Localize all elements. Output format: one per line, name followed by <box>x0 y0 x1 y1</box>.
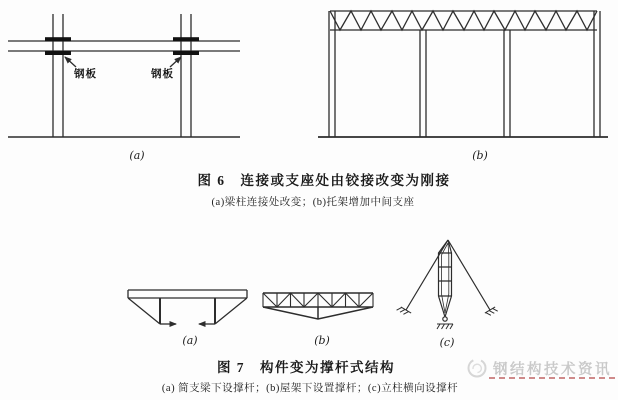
fig6b-truss-frame-diagram <box>318 11 608 137</box>
under-strut-cable <box>263 307 373 319</box>
beam-lines <box>8 41 240 51</box>
fig7c-sublabel: (c) <box>439 336 455 349</box>
watermark-logo-icon <box>466 357 488 379</box>
steel-plate-label-left: 钢板 <box>74 68 97 80</box>
figure7-caption: 图 7 构件变为撑杆式结构 <box>216 360 396 375</box>
watermark-text: 钢结构技术资讯 <box>493 361 612 378</box>
beam-lines <box>128 290 247 298</box>
fig6a-frame-diagram <box>8 14 240 137</box>
steel-plate-label-right: 钢板 <box>151 68 174 80</box>
truss-web-zigzag <box>330 11 597 30</box>
middle-columns <box>420 30 510 137</box>
watermark-underline <box>489 377 615 379</box>
fig7a-beam-strut-diagram <box>128 290 247 324</box>
steel-plate-shapes <box>45 37 199 55</box>
figure7-subcaption: (a) 简支梁下设撑杆；(b)屋架下设置撑杆；(c)立柱横向设撑杆 <box>161 383 459 394</box>
figure6-caption: 图 6 连接或支座处由铰接改变为刚接 <box>197 173 451 188</box>
fig7b-sublabel: (b) <box>314 334 330 347</box>
watermark <box>466 357 612 379</box>
pin-support <box>443 317 447 321</box>
fig7a-sublabel: (a) <box>182 334 198 347</box>
ground-hatch <box>437 324 453 329</box>
anchor-symbol-right <box>485 307 498 317</box>
anchor-symbol-left <box>397 306 412 317</box>
fig7c-column-guy-diagram <box>397 240 498 329</box>
figure6-subcaption: (a)梁柱连接处改变；(b)托架增加中间支座 <box>211 197 415 208</box>
fig7b-truss-strut-diagram <box>263 293 373 319</box>
column-battens <box>439 253 452 296</box>
struts <box>160 298 215 324</box>
tie-diagonals <box>128 298 247 324</box>
fig6b-sublabel: (b) <box>472 149 488 162</box>
fig6a-sublabel: (a) <box>129 149 145 162</box>
